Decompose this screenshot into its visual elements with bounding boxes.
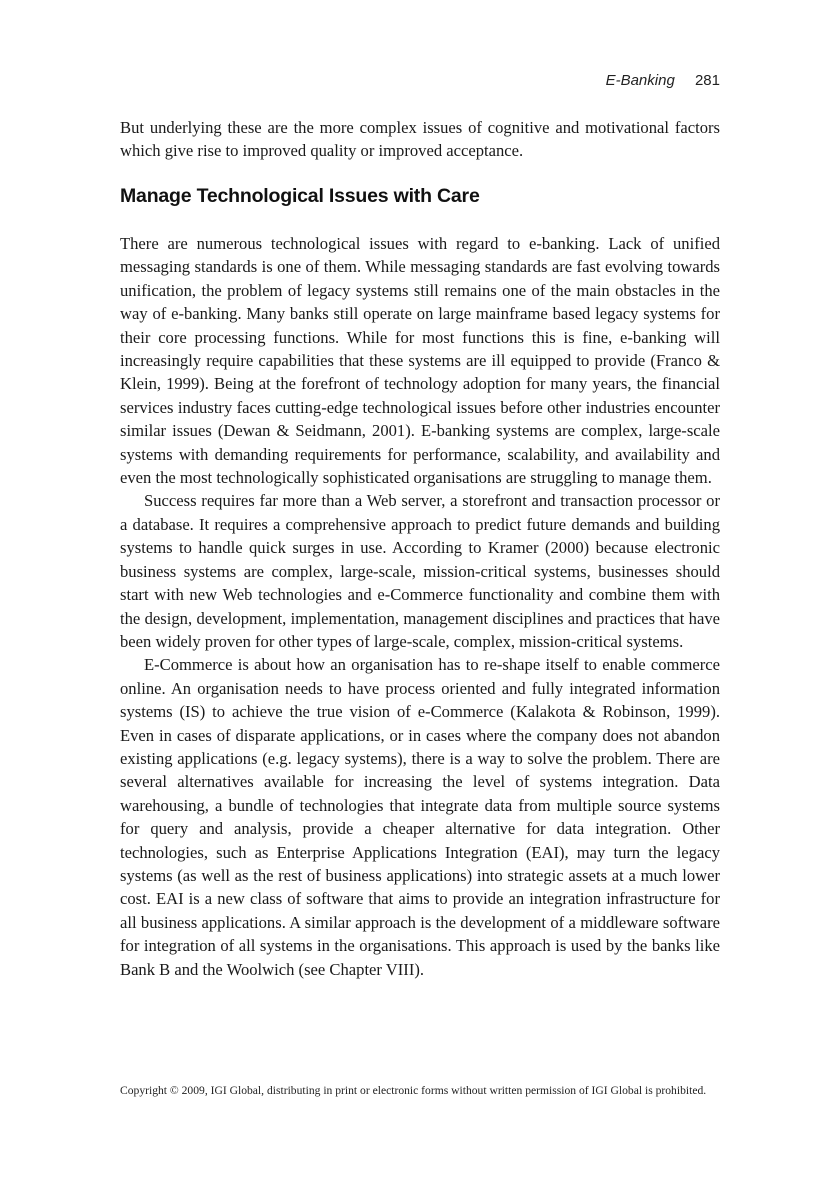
body-paragraph-2: Success requires far more than a Web server, a storefront and transaction processor or a database. It requires a comprehensive approach to predict future demands and building systems to handle quick surges in use. According to Kramer (2000) because electronic business systems are complex, large-scale, mission-critical systems, businesses should start with new Web technologies and e-Commerce functionality and combine them with the design, development, implementation, management disciplines and practices that have been widely proven for other types of large-scale, complex, mission-critical systems. (120, 491, 720, 651)
section-body (120, 232, 720, 981)
running-head-title: E-Banking (605, 72, 675, 89)
section-heading: Manage Technological Issues with Care (120, 185, 480, 207)
intro-block (120, 116, 720, 163)
running-head (606, 72, 720, 89)
body-paragraph-1: There are numerous technological issues with regard to e-banking. Lack of unified messaging standards is one of them. While messaging standards are fast evolving towards unification, the problem of legacy systems still remains one of the main obstacles in the way of e-banking. Many banks still operate on large mainframe based legacy systems for their core processing functions. While for most functions this is fine, e-banking will increasingly require capabilities that these systems are ill equipped to provide (Franco & Klein, 1999). Being at the forefront of technology adoption for many years, the financial services industry faces cutting-edge technological issues before other industries encounter similar issues (Dewan & Seidmann, 2001). E-banking systems are complex, large-scale systems with demanding requirements for performance, scalability, and availability and even the most technologically sophisticated organisations are struggling to manage them. (120, 234, 720, 488)
intro-paragraph: But underlying these are the more complex issues of cognitive and motivational factors which give rise to improved quality or improved acceptance. (120, 118, 720, 161)
body-paragraph-3: E-Commerce is about how an organisation has to re-shape itself to enable commerce online. An organisation needs to have process oriented and fully integrated information systems (IS) to achieve the true vision of e-Commerce (Kalakota & Robinson, 1999). Even in cases of disparate applications, or in cases where the company does not abandon existing applications (e.g. legacy systems), there is a way to solve the problem. There are several alternatives available for increasing the level of systems integration. Data warehousing, a bundle of technologies that integrate data from multiple source systems for query and analysis, provide a cheaper alternative for data integration. Other technologies, such as Enterprise Applications Integration (EAI), may turn the legacy systems (as well as the rest of business applications) into strategic assets at a much lower cost. EAI is a new class of software that aims to provide an integration infrastructure for all business applications. A similar approach is the development of a middleware software for integration of all systems in the organisations. This approach is used by the banks like Bank B and the Woolwich (see Chapter VIII). (120, 655, 720, 979)
copyright-notice: Copyright © 2009, IGI Global, distributing in print or electronic forms without written permission of IGI Global is prohibited. (120, 1084, 707, 1097)
page-number: 281 (694, 72, 720, 89)
